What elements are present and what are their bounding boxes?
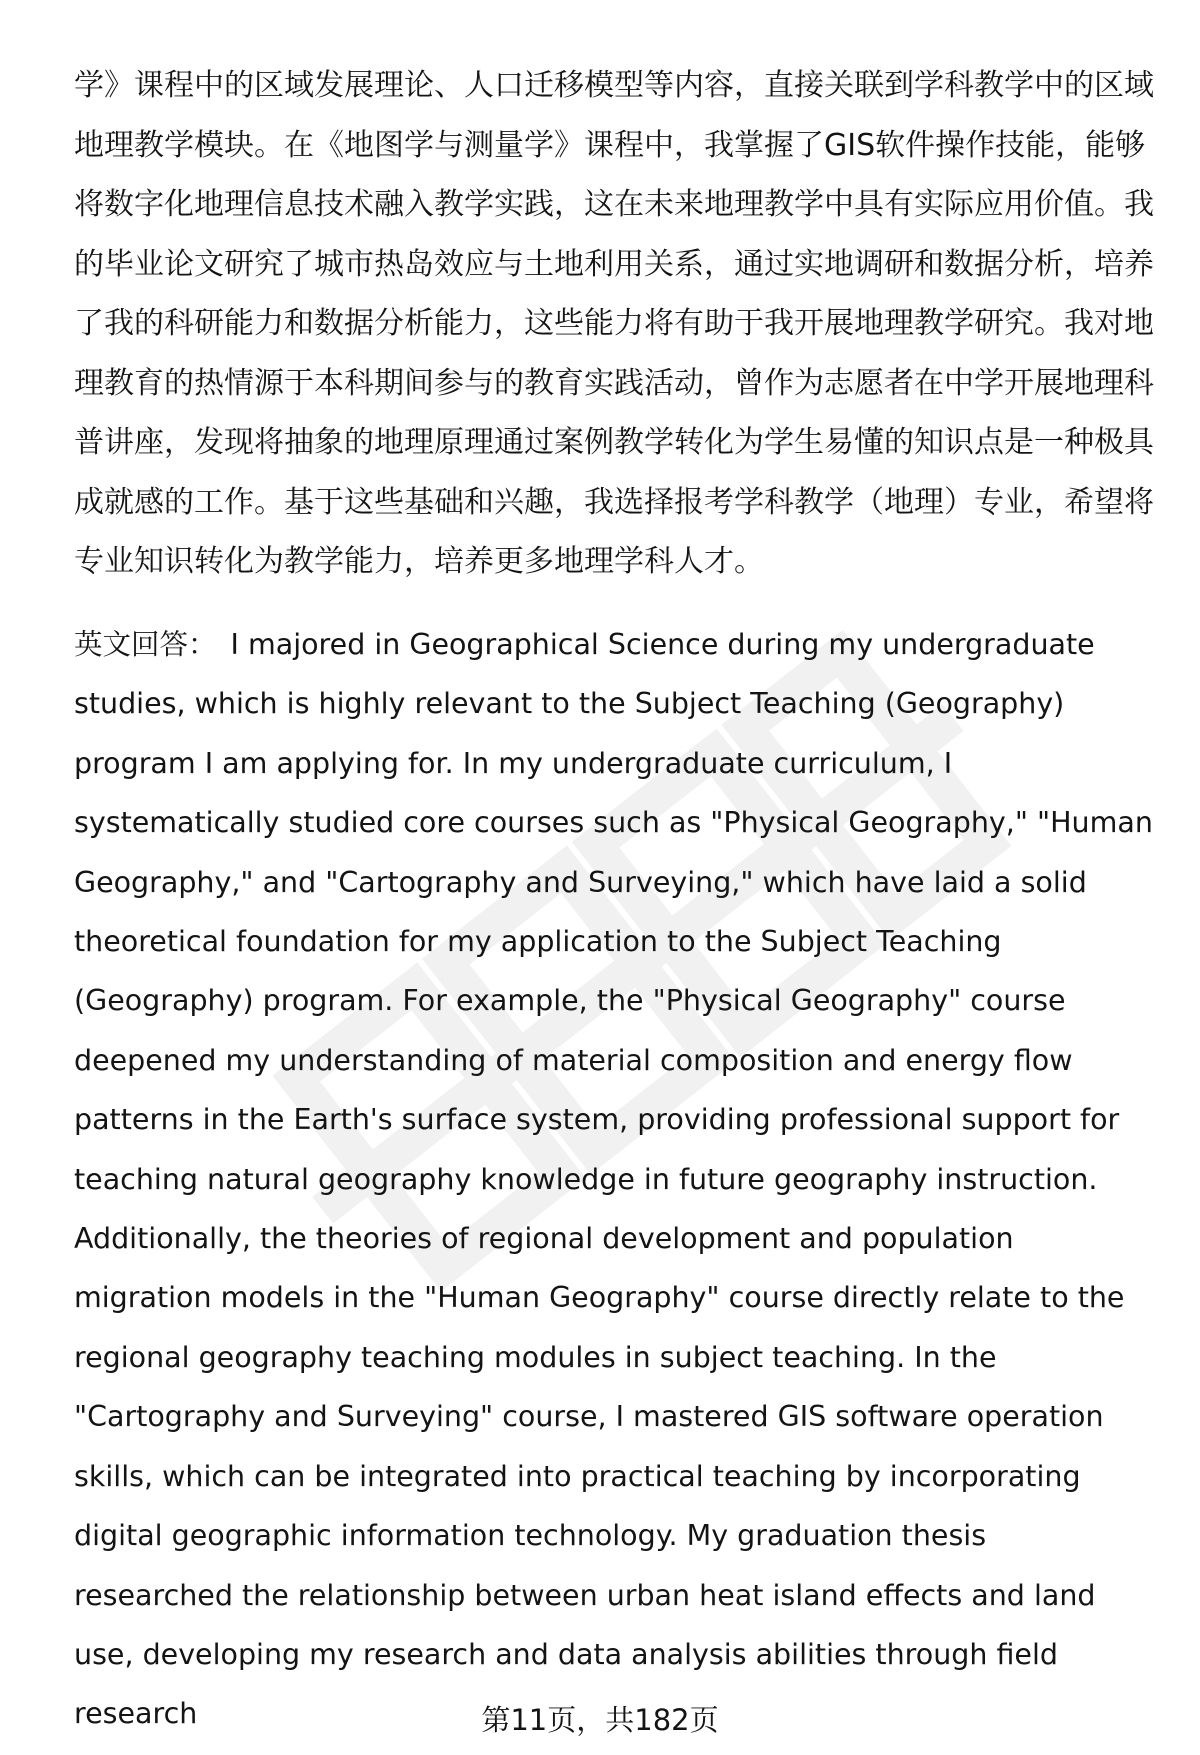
chinese-answer-paragraph: 学》课程中的区域发展理论、人口迁移模型等内容，直接关联到学科教学中的区域地理教学模块。在《地图学与测量学》课程中，我掌握了GIS软件操作技能，能够将数字化地理信息技术融入教学实践，这在未来地理教学中具有实际应用价值。我的毕业论文研究了城市热岛效应与土地利用关系，通过实地调研和数据分析，培养了我的科研能力和数据分析能力，这些能力将有助于我开展地理教学研究。我对地理教育的热情源于本科期间参与的教育实践活动，曾作为志愿者在中学开展地理科普讲座，发现将抽象的地理原理通过案例教学转化为学生易懂的知识点是一种极具成就感的工作。基于这些基础和兴趣，我选择报考学科教学（地理）专业，希望将专业知识转化为教学能力，培养更多地理学科人才。 (74, 68, 1154, 579)
english-answer-label: 英文回答： (74, 628, 217, 661)
english-answer-paragraph (74, 615, 1154, 1744)
page-number-footer: 第11页，共182页 (481, 1703, 719, 1737)
english-answer-text: I majored in Geographical Science during my undergraduate studies, which is highly relevant to the Subject Teaching (Geography) program I am applying for. In my undergraduate curriculum, I systematically studied core courses such as "Physical Geography," "Human Geography," and "Cartography and Surveying," which have laid a solid theoretical foundation for my application to the Subject Teaching (Geography) program. For example, the "Physical Geography" course deepened my understanding of material composition and energy flow patterns in the Earth's surface system, providing professional support for teaching natural geography knowledge in future geography instruction. Additionally, the theories of regional development and population migration models in the "Human Geography" course directly relate to the regional geography teaching modules in subject teaching. In the "Cartography and Surveying" course, I mastered GIS software operation skills, which can be integrated into practical teaching by incorporating digital geographic information technology. My graduation thesis researched the relationship between urban heat island effects and land use, developing my research and data analysis abilities through field research (74, 628, 1153, 1731)
